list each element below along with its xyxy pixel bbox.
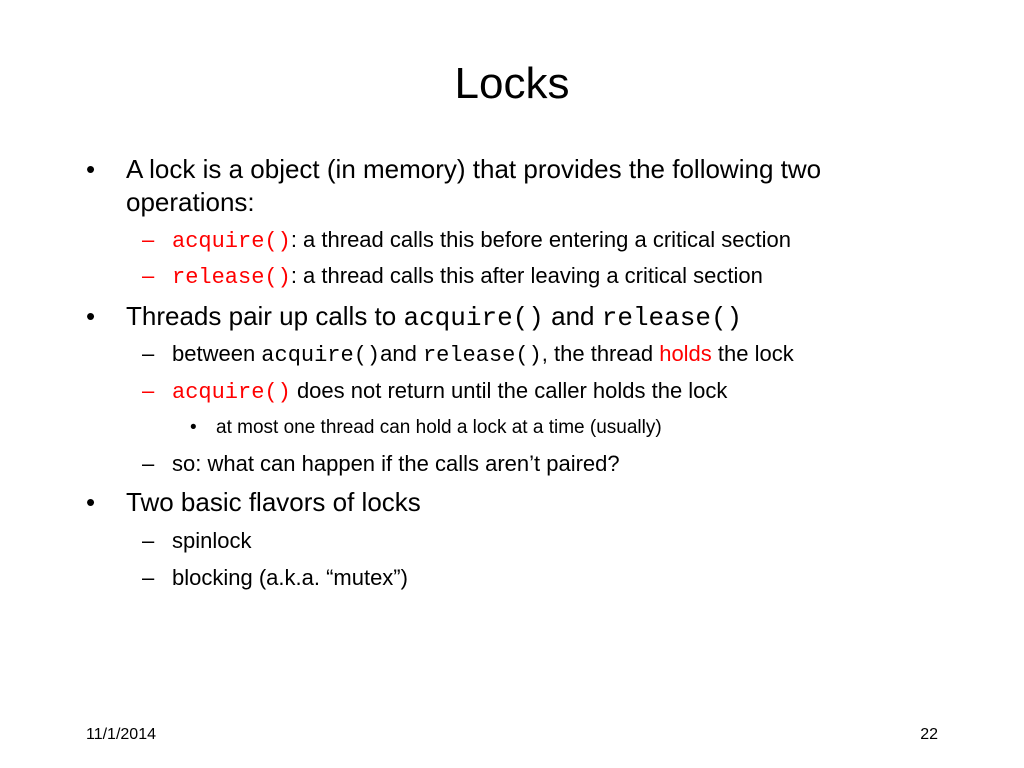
- sub-bullet-3-2-marker: –: [142, 565, 155, 590]
- bullet-2-marker: •: [86, 301, 96, 331]
- sub-bullet-1-1-marker: –: [142, 227, 155, 252]
- sub-bullet-text: : a thread calls this after leaving a critical section: [290, 263, 763, 288]
- bullet-2: [126, 300, 742, 334]
- bullet-text: Threads pair up calls to: [126, 301, 404, 331]
- code-acquire: acquire(): [172, 380, 291, 405]
- sub-bullet-text: does not return until the caller holds the lock: [290, 378, 728, 403]
- footer-date: 11/1/2014: [86, 726, 156, 743]
- sub-bullet-1-2: [172, 262, 763, 292]
- code-release: release(): [422, 343, 542, 368]
- bullet-text: and: [543, 301, 602, 331]
- sub-bullet-text: between: [172, 341, 262, 366]
- sub-bullet-2-3-marker: –: [142, 451, 155, 476]
- bullet-marker: •: [86, 154, 96, 184]
- sub-bullet-3-1-marker: –: [142, 528, 155, 553]
- slide-title: Locks: [454, 59, 570, 108]
- code-acquire: acquire(): [261, 343, 381, 368]
- bullet-3-marker: •: [86, 487, 96, 517]
- sub-bullet-2-2-marker: –: [142, 378, 155, 403]
- code-acquire: acquire(): [172, 229, 291, 254]
- sub-bullet-3-1: spinlock: [172, 528, 252, 553]
- bullet-3: Two basic flavors of locks: [126, 487, 421, 517]
- sub-bullet-3-2: blocking (a.k.a. “mutex”): [172, 565, 408, 590]
- sub-bullet-2-1: [172, 340, 794, 370]
- page-number: 22: [920, 726, 938, 743]
- sub-bullet-1-2-marker: –: [142, 263, 155, 288]
- sub-sub-bullet: at most one thread can hold a lock at a time (usually): [216, 417, 662, 438]
- sub-bullet-text: the lock: [711, 341, 794, 366]
- code-acquire: acquire(): [403, 303, 544, 333]
- sub-sub-bullet-marker: •: [190, 417, 197, 438]
- sub-bullet-2-1-marker: –: [142, 341, 155, 366]
- sub-bullet-text: , the thread: [541, 341, 660, 366]
- sub-bullet-1-1: [172, 226, 791, 256]
- sub-bullet-text: : a thread calls this before entering a critical section: [290, 227, 791, 252]
- sub-bullet-text: and: [380, 341, 423, 366]
- bullet-1-text-line1: A lock is a object (in memory) that provides the following two: [126, 154, 822, 184]
- bullet-1-text-line2: operations:: [126, 187, 255, 217]
- code-release: release(): [601, 303, 743, 333]
- sub-bullet-2-2: [172, 377, 727, 407]
- sub-bullet-2-3: so: what can happen if the calls aren’t paired?: [172, 451, 620, 476]
- highlight-holds: holds: [659, 341, 712, 366]
- code-release: release(): [172, 265, 291, 290]
- bullet-1: [86, 153, 95, 185]
